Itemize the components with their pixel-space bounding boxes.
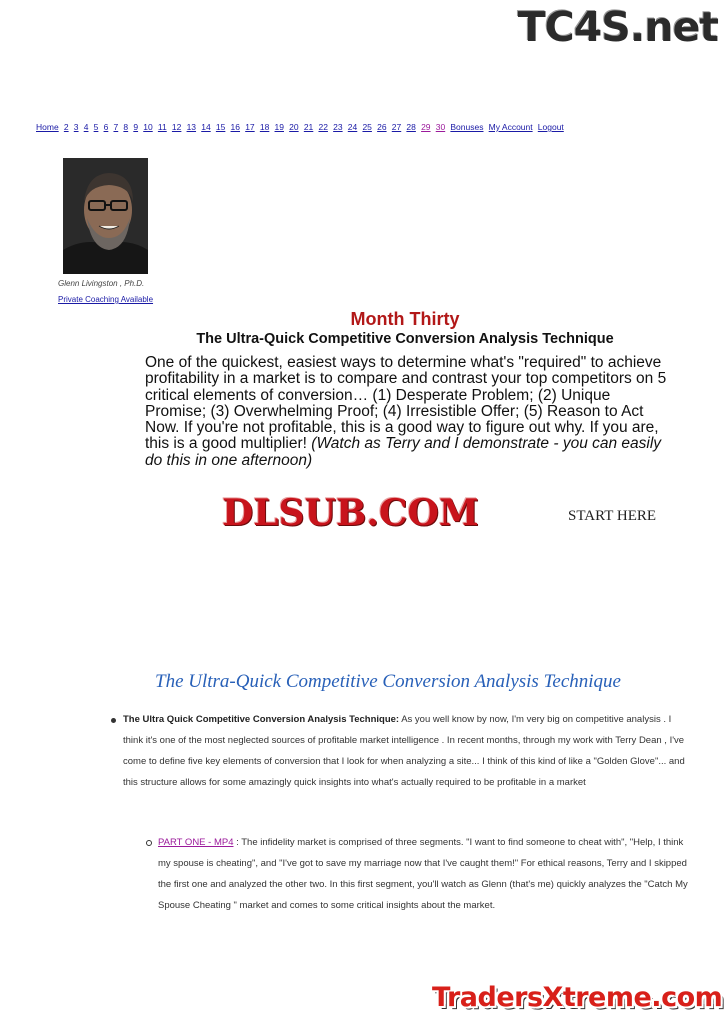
nav-link-home[interactable]: Home xyxy=(36,122,59,132)
list-item xyxy=(158,832,688,916)
nav-link-24[interactable]: 24 xyxy=(347,122,358,132)
item-heading: The Ultra Quick Competitive Conversion Analysis Technique: xyxy=(123,714,400,725)
section-title: The Ultra-Quick Competitive Conversion Analysis Technique xyxy=(155,671,621,692)
tradersxtreme-watermark: TradersXtreme.com xyxy=(432,982,723,1013)
nav-link-20[interactable]: 20 xyxy=(289,122,299,132)
nav-link-15[interactable]: 15 xyxy=(215,122,226,132)
nav-link-my-account[interactable]: My Account xyxy=(488,122,533,132)
nav-link-12[interactable]: 12 xyxy=(171,122,182,132)
page-subtitle: The Ultra-Quick Competitive Conversion Analysis Technique xyxy=(196,331,614,347)
nav-link-11[interactable]: 11 xyxy=(157,122,167,132)
nav-link-10[interactable]: 10 xyxy=(143,122,153,132)
nav-link-16[interactable]: 16 xyxy=(230,122,241,132)
intro-italic-text: (Watch as Terry and I demonstrate - you can easily do this in one afternoon) xyxy=(145,435,662,469)
private-coaching-link[interactable]: Private Coaching Available xyxy=(58,295,154,304)
list-item xyxy=(123,709,688,793)
nav-link-8[interactable]: 8 xyxy=(123,122,129,132)
nav-link-26[interactable]: 26 xyxy=(377,122,387,132)
nav-link-14[interactable]: 14 xyxy=(201,122,211,132)
nav-link-30[interactable]: 30 xyxy=(435,122,446,132)
intro-paragraph xyxy=(145,355,675,469)
nav-link-6[interactable]: 6 xyxy=(103,122,109,132)
nav-link-13[interactable]: 13 xyxy=(186,122,197,132)
nav-link-23[interactable]: 23 xyxy=(333,122,343,132)
part-one-mp4-link[interactable]: PART ONE - MP4 xyxy=(158,837,234,848)
nav-link-logout[interactable]: Logout xyxy=(537,122,564,132)
intro-text: One of the quickest, easiest ways to determine what's "required" to achieve profitability in a market is to compare and contrast your top competitors on 5 critical elements of conversion… (1) Desperate Problem; (2) Unique Promise; (3) Overwhelming Proof; (4) Irresistible Offer; (5) Reason to Act Now. If you're not profitable, this is a good way to figure out why. If you are, this is a good multiplier! xyxy=(145,354,667,453)
nav-link-28[interactable]: 28 xyxy=(406,122,416,132)
bullet-icon xyxy=(111,718,116,723)
start-here-link[interactable]: START HERE xyxy=(568,508,657,524)
dlsub-logo: DLSUB.COM xyxy=(222,492,479,534)
nav-link-22[interactable]: 22 xyxy=(318,122,328,132)
nav-link-4[interactable]: 4 xyxy=(83,122,89,132)
nav-link-18[interactable]: 18 xyxy=(259,122,270,132)
nav-link-9[interactable]: 9 xyxy=(133,122,139,132)
author-photo xyxy=(63,158,148,274)
bullet-icon xyxy=(146,840,152,846)
nav-link-27[interactable]: 27 xyxy=(391,122,402,132)
month-heading: Month Thirty xyxy=(350,309,460,329)
nav-link-21[interactable]: 21 xyxy=(303,122,314,132)
nav-link-5[interactable]: 5 xyxy=(93,122,99,132)
nav-link-3[interactable]: 3 xyxy=(73,122,79,132)
tc4s-watermark: TC4S.net xyxy=(517,3,718,51)
nav-link-7[interactable]: 7 xyxy=(113,122,119,132)
nav-link-17[interactable]: 17 xyxy=(245,122,255,132)
nav-link-25[interactable]: 25 xyxy=(362,122,372,132)
page-navigation xyxy=(36,122,706,132)
item-text: As you well know by now, I'm very big on competitive analysis . I think it's one of the most neglected sources of profitable market intelligence . In recent months, through my work with Terry Dean , I've come to define five key elements of conversion that I look for when analyzing a site... I think of this kind of like a "Golden Glove"... and this structure allows for some amazingly quick insights into what's actually required to be profitable in a market xyxy=(123,714,685,788)
nav-link-bonuses[interactable]: Bonuses xyxy=(450,122,484,132)
photo-caption: Glenn Livingston , Ph.D. xyxy=(58,279,145,288)
nav-link-29[interactable]: 29 xyxy=(421,122,431,132)
item-text: : The infidelity market is comprised of three segments. "I want to find someone to cheat with", "Help, I think my spouse is cheating", and "I've got to save my marriage now that I've caught them!" For ethical reasons, Terry and I skipped the first one and analyzed the other two. In this first segment, you'll watch as Glenn (that's me) quickly analyzes the "Catch My Spouse Cheating " market and comes to some critical insights about the market. xyxy=(158,837,688,911)
nav-link-19[interactable]: 19 xyxy=(274,122,284,132)
nav-link-2[interactable]: 2 xyxy=(63,122,69,132)
